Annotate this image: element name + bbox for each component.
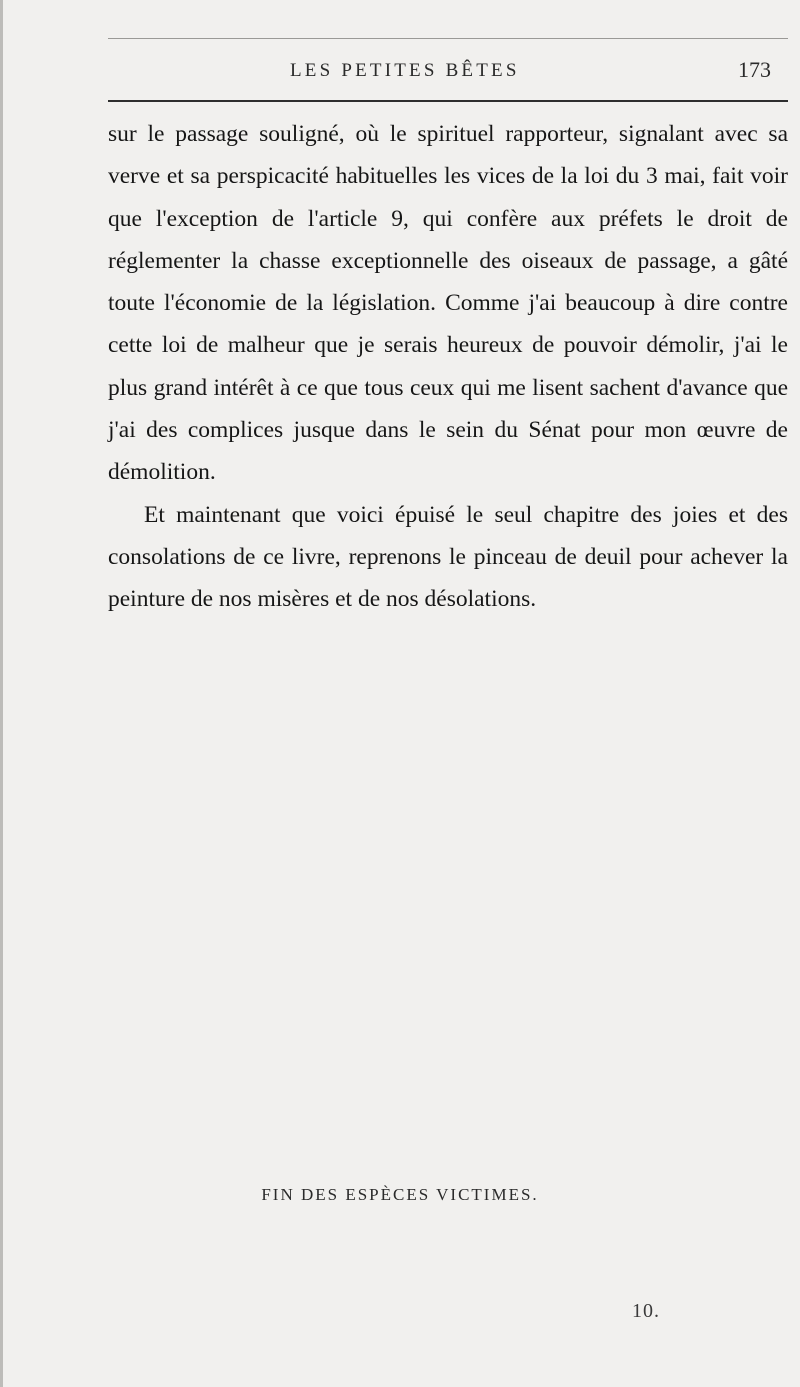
header-rule bbox=[108, 100, 788, 102]
paragraph: Et maintenant que voici épuisé le seul chapitre des joies et des consolations de ce livre, reprenons le pinceau de deuil pour achever la peinture de nos misères et de nos désolations. bbox=[108, 501, 788, 613]
body-text bbox=[108, 113, 788, 621]
page-edge bbox=[0, 0, 3, 1387]
running-title: LES PETITES BÊTES bbox=[290, 60, 520, 81]
page-header bbox=[0, 57, 800, 90]
page-number: 173 bbox=[738, 57, 771, 82]
section-closing: FIN DES ESPÈCES VICTIMES. bbox=[261, 1185, 539, 1204]
signature-mark: 10. bbox=[632, 1300, 660, 1322]
top-rule bbox=[108, 38, 788, 39]
paragraph: sur le passage souligné, où le spirituel rapporteur, signalant avec sa verve et sa perspicacité habituelles les vices de la loi du 3 mai, fait voir que l'exception de l'article 9, qui confère aux préfets le droit de réglementer la chasse exceptionnelle des oiseaux de passage, a gâté toute l'économie de la législation. Comme j'ai beaucoup à dire contre cette loi de malheur que je serais heureux de pouvoir démolir, j'ai le plus grand intérêt à ce que tous ceux qui me lisent sachent d'avance que j'ai des complices jusque dans le sein du Sénat pour mon œuvre de démolition. bbox=[108, 121, 788, 486]
